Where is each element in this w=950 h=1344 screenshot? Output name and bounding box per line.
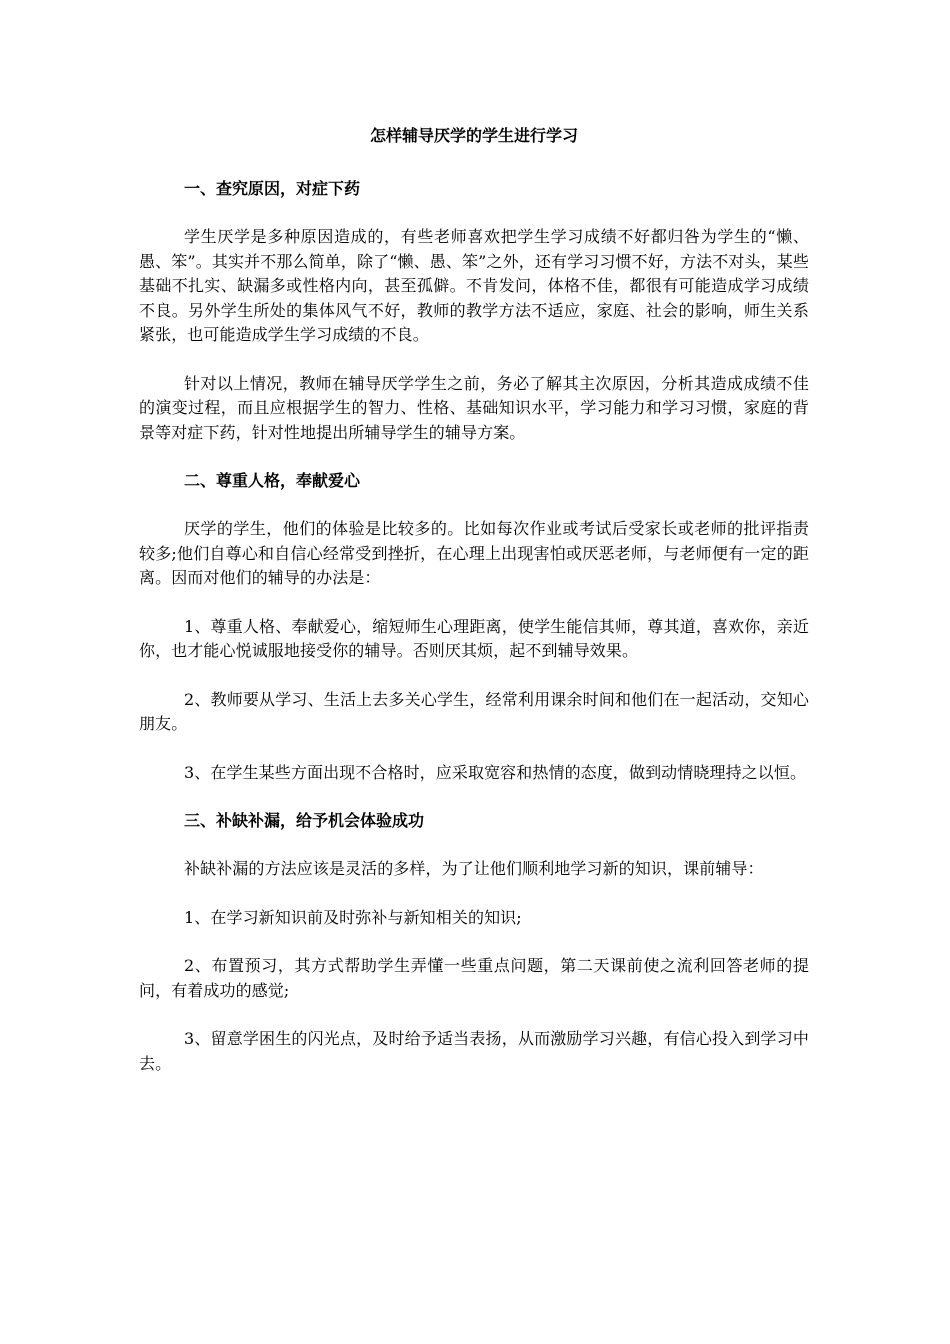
paragraph: 补缺补漏的方法应该是灵活的多样，为了让他们顺利地学习新的知识，课前辅导： bbox=[184, 859, 764, 878]
section-heading: 三、补缺补漏，给予机会体验成功 bbox=[184, 811, 425, 830]
paragraph: 针对以上情况，教师在辅导厌学学生之前，务必了解其主次原因，分析其造成成绩不佳的演变过程，而且应根据学生的智力、性格、基础知识水平，学习能力和学习习惯，家庭的背景等对症下药，针对性地提出所辅导学生的辅导方案。 bbox=[139, 373, 809, 442]
document-page bbox=[139, 124, 809, 1100]
paragraph: 厌学的学生，他们的体验是比较多的。比如每次作业或考试后受家长或老师的批评指责较多;他们自尊心和自信心经常受到挫折，在心理上出现害怕或厌恶老师，与老师便有一定的距离。因而对他们的辅导的办法是： bbox=[139, 519, 809, 587]
list-item: 3、留意学困生的闪光点，及时给予适当表扬，从而激励学习兴趣，有信心投入到学习中去。 bbox=[139, 1029, 809, 1073]
list-item: 2、教师要从学习、生活上去多关心学生，经常利用课余时间和他们在一起活动，交知心朋友。 bbox=[139, 689, 809, 733]
section-heading: 一、查究原因，对症下药 bbox=[184, 179, 361, 198]
list-item: 1、在学习新知识前及时弥补与新知相关的知识; bbox=[184, 907, 522, 927]
list-item: 1、尊重人格、奉献爱心，缩短师生心理距离，使学生能信其师，尊其道，喜欢你，亲近你，也才能心悦诚服地接受你的辅导。否则厌其烦，起不到辅导效果。 bbox=[139, 616, 809, 660]
section-heading: 二、尊重人格，奉献爱心 bbox=[184, 471, 361, 490]
section-3 bbox=[139, 809, 809, 1076]
document-title: 怎样辅导厌学的学生进行学习 bbox=[369, 126, 578, 145]
paragraph: 学生厌学是多种原因造成的，有些老师喜欢把学生学习成绩不好都归咎为学生的“懒、愚、笨”。其实并不那么简单，除了“懒、愚、笨”之外，还有学习习惯不好，方法不对头，某些基础不扎实、缺漏多或性格内向，甚至孤僻。不肯发问，体格不佳，都很有可能造成学习成绩不良。另外学生所处的集体风气不好，教师的教学方法不适应，家庭、社会的影响，师生关系紧张，也可能造成学生学习成绩的不良。 bbox=[139, 227, 809, 344]
section-2 bbox=[139, 469, 809, 785]
list-item: 2、布置预习，其方式帮助学生弄懂一些重点问题，第二天课前使之流利回答老师的提问，有着成功的感觉; bbox=[139, 956, 809, 1000]
section-1 bbox=[139, 177, 809, 445]
list-item: 3、在学生某些方面出现不合格时，应采取宽容和热情的态度，做到动情晓理持之以恒。 bbox=[184, 762, 807, 782]
